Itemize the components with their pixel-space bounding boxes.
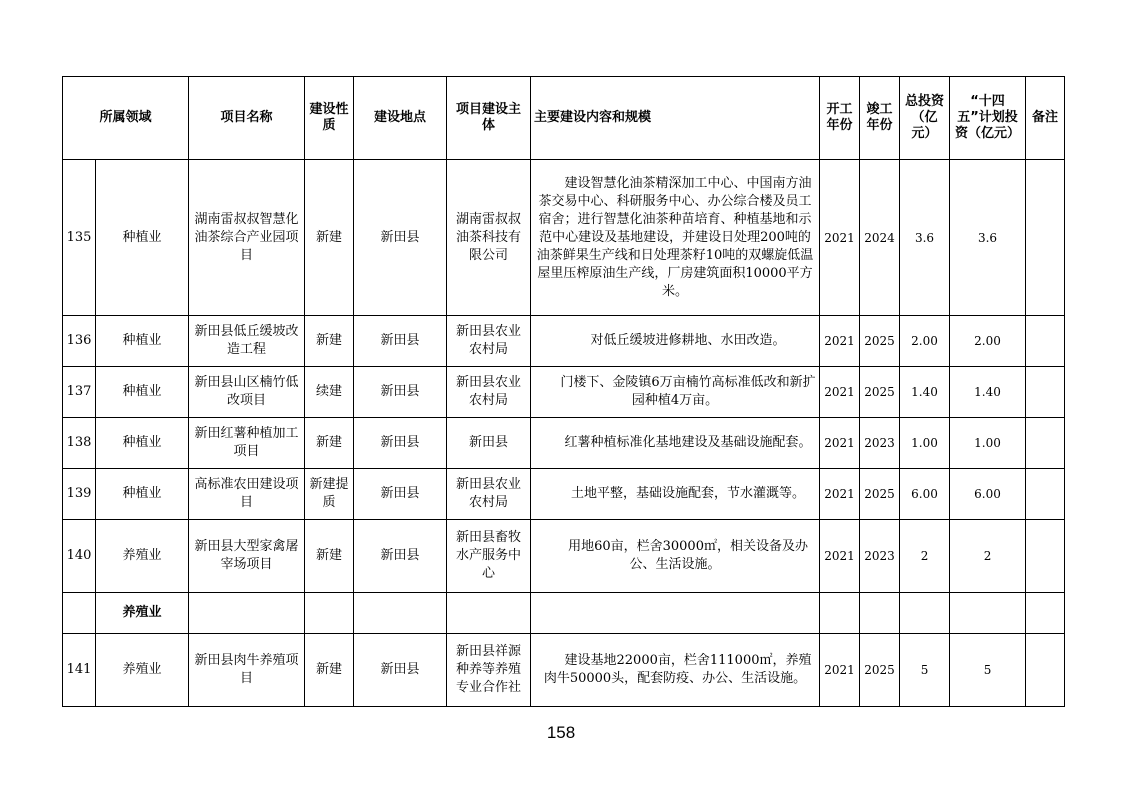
row-total-investment: 1.40 bbox=[900, 367, 950, 418]
row-name: 湖南雷叔叔智慧化油茶综合产业园项目 bbox=[189, 160, 305, 316]
section-no bbox=[63, 593, 96, 634]
rows-group-b bbox=[63, 634, 1065, 707]
row-name: 新田县山区楠竹低改项目 bbox=[189, 367, 305, 418]
header-start-year: 开工年份 bbox=[820, 77, 860, 160]
row-nature: 新建 bbox=[305, 418, 354, 469]
row-end-year: 2025 bbox=[860, 367, 900, 418]
row-content: 用地60亩，栏舍30000㎡，相关设备及办公、生活设施。 bbox=[531, 520, 820, 593]
row-plan-investment: 2 bbox=[950, 520, 1026, 593]
row-domain: 种植业 bbox=[96, 469, 189, 520]
row-remark bbox=[1026, 634, 1065, 707]
row-start-year: 2021 bbox=[820, 316, 860, 367]
row-location: 新田县 bbox=[354, 520, 447, 593]
row-name: 新田县低丘缓坡改造工程 bbox=[189, 316, 305, 367]
table-row bbox=[63, 418, 1065, 469]
header-location: 建设地点 bbox=[354, 77, 447, 160]
row-owner: 新田县畜牧水产服务中心 bbox=[447, 520, 531, 593]
row-owner: 新田县农业农村局 bbox=[447, 469, 531, 520]
row-plan-investment: 2.00 bbox=[950, 316, 1026, 367]
row-number: 138 bbox=[63, 418, 96, 469]
table-row bbox=[63, 367, 1065, 418]
row-number: 141 bbox=[63, 634, 96, 707]
page-number: 158 bbox=[546, 723, 576, 742]
rows-group-a bbox=[63, 160, 1065, 593]
project-table bbox=[62, 76, 1065, 707]
row-nature: 新建 bbox=[305, 634, 354, 707]
table-row bbox=[63, 316, 1065, 367]
row-location: 新田县 bbox=[354, 316, 447, 367]
row-location: 新田县 bbox=[354, 634, 447, 707]
row-plan-investment: 1.40 bbox=[950, 367, 1026, 418]
row-end-year: 2025 bbox=[860, 316, 900, 367]
row-plan-investment: 6.00 bbox=[950, 469, 1026, 520]
row-domain: 种植业 bbox=[96, 316, 189, 367]
row-domain: 种植业 bbox=[96, 367, 189, 418]
row-number: 136 bbox=[63, 316, 96, 367]
row-start-year: 2021 bbox=[820, 634, 860, 707]
row-total-investment: 5 bbox=[900, 634, 950, 707]
row-content: 门楼下、金陵镇6万亩楠竹高标准低改和新扩园种植4万亩。 bbox=[531, 367, 820, 418]
row-start-year: 2021 bbox=[820, 160, 860, 316]
row-nature: 新建 bbox=[305, 160, 354, 316]
row-end-year: 2023 bbox=[860, 520, 900, 593]
row-end-year: 2025 bbox=[860, 469, 900, 520]
header-name: 项目名称 bbox=[189, 77, 305, 160]
section-row bbox=[63, 593, 1065, 634]
row-start-year: 2021 bbox=[820, 367, 860, 418]
row-owner: 新田县农业农村局 bbox=[447, 367, 531, 418]
header-owner: 项目建设主体 bbox=[447, 77, 531, 160]
row-content: 土地平整，基础设施配套，节水灌溉等。 bbox=[531, 469, 820, 520]
row-plan-investment: 1.00 bbox=[950, 418, 1026, 469]
header-plan-investment: “十四五”计划投资（亿元） bbox=[950, 77, 1026, 160]
row-name: 新田红薯种植加工项目 bbox=[189, 418, 305, 469]
row-content: 建设智慧化油茶精深加工中心、中国南方油茶交易中心、科研服务中心、办公综合楼及员工宿舍；进行智慧化油茶种苗培育、种植基地和示范中心建设及基地建设，并建设日处理200吨的油茶鲜果生产线和日处理茶籽10吨的双螺旋低温屋里压榨原油生产线，厂房建筑面积10000平方米。 bbox=[531, 160, 820, 316]
header-remark: 备注 bbox=[1026, 77, 1065, 160]
row-remark bbox=[1026, 418, 1065, 469]
header-domain: 所属领域 bbox=[63, 77, 189, 160]
row-domain: 种植业 bbox=[96, 418, 189, 469]
section-label: 养殖业 bbox=[96, 593, 189, 634]
row-start-year: 2021 bbox=[820, 418, 860, 469]
header-total-investment: 总投资（亿元） bbox=[900, 77, 950, 160]
row-content: 红薯种植标准化基地建设及基础设施配套。 bbox=[531, 418, 820, 469]
row-nature: 续建 bbox=[305, 367, 354, 418]
row-content: 对低丘缓坡进修耕地、水田改造。 bbox=[531, 316, 820, 367]
row-plan-investment: 5 bbox=[950, 634, 1026, 707]
row-number: 135 bbox=[63, 160, 96, 316]
row-owner: 湖南雷叔叔油茶科技有限公司 bbox=[447, 160, 531, 316]
row-owner: 新田县农业农村局 bbox=[447, 316, 531, 367]
table-row bbox=[63, 520, 1065, 593]
row-plan-investment: 3.6 bbox=[950, 160, 1026, 316]
row-name: 新田县大型家禽屠宰场项目 bbox=[189, 520, 305, 593]
row-location: 新田县 bbox=[354, 367, 447, 418]
header-nature: 建设性质 bbox=[305, 77, 354, 160]
row-nature: 新建 bbox=[305, 316, 354, 367]
row-content: 建设基地22000亩，栏舍111000㎡，养殖肉牛50000头，配套防疫、办公、生活设施。 bbox=[531, 634, 820, 707]
row-end-year: 2025 bbox=[860, 634, 900, 707]
row-end-year: 2023 bbox=[860, 418, 900, 469]
row-start-year: 2021 bbox=[820, 520, 860, 593]
row-location: 新田县 bbox=[354, 469, 447, 520]
row-domain: 种植业 bbox=[96, 160, 189, 316]
row-end-year: 2024 bbox=[860, 160, 900, 316]
row-total-investment: 2.00 bbox=[900, 316, 950, 367]
row-remark bbox=[1026, 469, 1065, 520]
header-content: 主要建设内容和规模 bbox=[531, 77, 820, 160]
row-owner: 新田县 bbox=[447, 418, 531, 469]
row-total-investment: 6.00 bbox=[900, 469, 950, 520]
row-remark bbox=[1026, 520, 1065, 593]
row-total-investment: 1.00 bbox=[900, 418, 950, 469]
row-nature: 新建 bbox=[305, 520, 354, 593]
row-owner: 新田县祥源种养等养殖专业合作社 bbox=[447, 634, 531, 707]
row-name: 新田县肉牛养殖项目 bbox=[189, 634, 305, 707]
header-row bbox=[63, 77, 1065, 160]
table-row bbox=[63, 160, 1065, 316]
header-end-year: 竣工年份 bbox=[860, 77, 900, 160]
row-start-year: 2021 bbox=[820, 469, 860, 520]
row-location: 新田县 bbox=[354, 160, 447, 316]
row-total-investment: 3.6 bbox=[900, 160, 950, 316]
table-row bbox=[63, 634, 1065, 707]
row-remark bbox=[1026, 160, 1065, 316]
row-remark bbox=[1026, 316, 1065, 367]
row-domain: 养殖业 bbox=[96, 520, 189, 593]
row-nature: 新建提质 bbox=[305, 469, 354, 520]
row-total-investment: 2 bbox=[900, 520, 950, 593]
table-row bbox=[63, 469, 1065, 520]
row-location: 新田县 bbox=[354, 418, 447, 469]
row-number: 139 bbox=[63, 469, 96, 520]
row-number: 140 bbox=[63, 520, 96, 593]
row-remark bbox=[1026, 367, 1065, 418]
row-number: 137 bbox=[63, 367, 96, 418]
row-name: 高标准农田建设项目 bbox=[189, 469, 305, 520]
row-domain: 养殖业 bbox=[96, 634, 189, 707]
